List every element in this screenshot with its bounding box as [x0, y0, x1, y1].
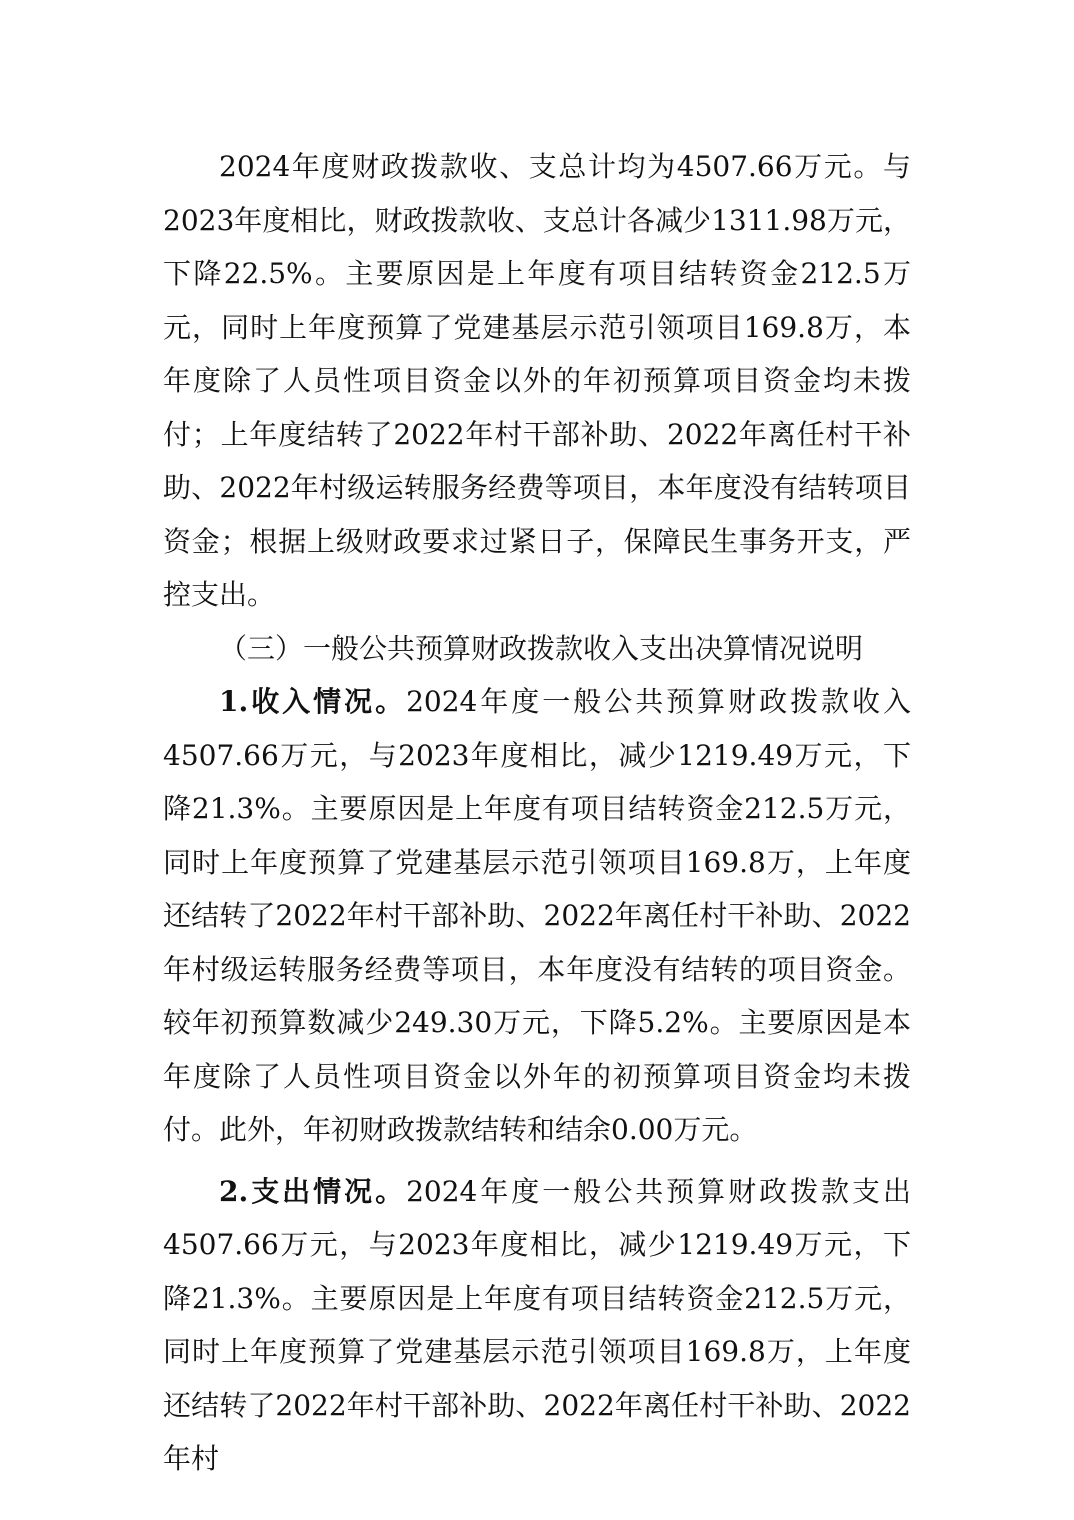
heading-text: （三）一般公共预算财政拨款收入支出决算情况说明 — [219, 631, 864, 665]
paragraph-lead: 1.收入情况。 — [219, 685, 407, 718]
paragraph-fiscal-summary — [163, 140, 911, 622]
paragraph-income — [163, 675, 911, 1157]
document-page — [163, 140, 911, 1486]
paragraph-text: 2024年度一般公共预算财政拨款收入4507.66万元，与2023年度相比，减少1219.49万元，下降21.3%。主要原因是上年度有项目结转资金212.5万元，同时上年度预算了党建基层示范引领项目169.8万，上年度还结转了2022年村干部补助、2022年离任村干补助、2022年村级运转服务经费等项目，本年度没有结转的项目资金。较年初预算数减少249.30万元，下降5.2%。主要原因是本年度除了人员性项目资金以外年的初预算项目资金均未拨付。此外，年初财政拨款结转和结余0.00万元。 — [163, 685, 912, 1146]
paragraph-lead: 2.支出情况。 — [219, 1174, 407, 1208]
paragraph-expenditure — [163, 1165, 911, 1486]
section-heading-general-budget — [163, 622, 911, 676]
paragraph-text: 2024年度一般公共预算财政拨款支出4507.66万元，与2023年度相比，减少1219.49万元，下降21.3%。主要原因是上年度有项目结转资金212.5万元，同时上年度预算了党建基层示范引领项目169.8万，上年度还结转了2022年村干部补助、2022年离任村干补助、2022年村 — [163, 1174, 912, 1475]
paragraph-text: 2024年度财政拨款收、支总计均为4507.66万元。与2023年度相比，财政拨款收、支总计各减少1311.98万元，下降22.5%。主要原因是上年度有项目结转资金212.5万元，同时上年度预算了党建基层示范引领项目169.8万，本年度除了人员性项目资金以外的年初预算项目资金均未拨付；上年度结转了2022年村干部补助、2022年离任村干补助、2022年村级运转服务经费等项目，本年度没有结转项目资金；根据上级财政要求过紧日子，保障民生事务开支，严控支出。 — [163, 150, 911, 611]
